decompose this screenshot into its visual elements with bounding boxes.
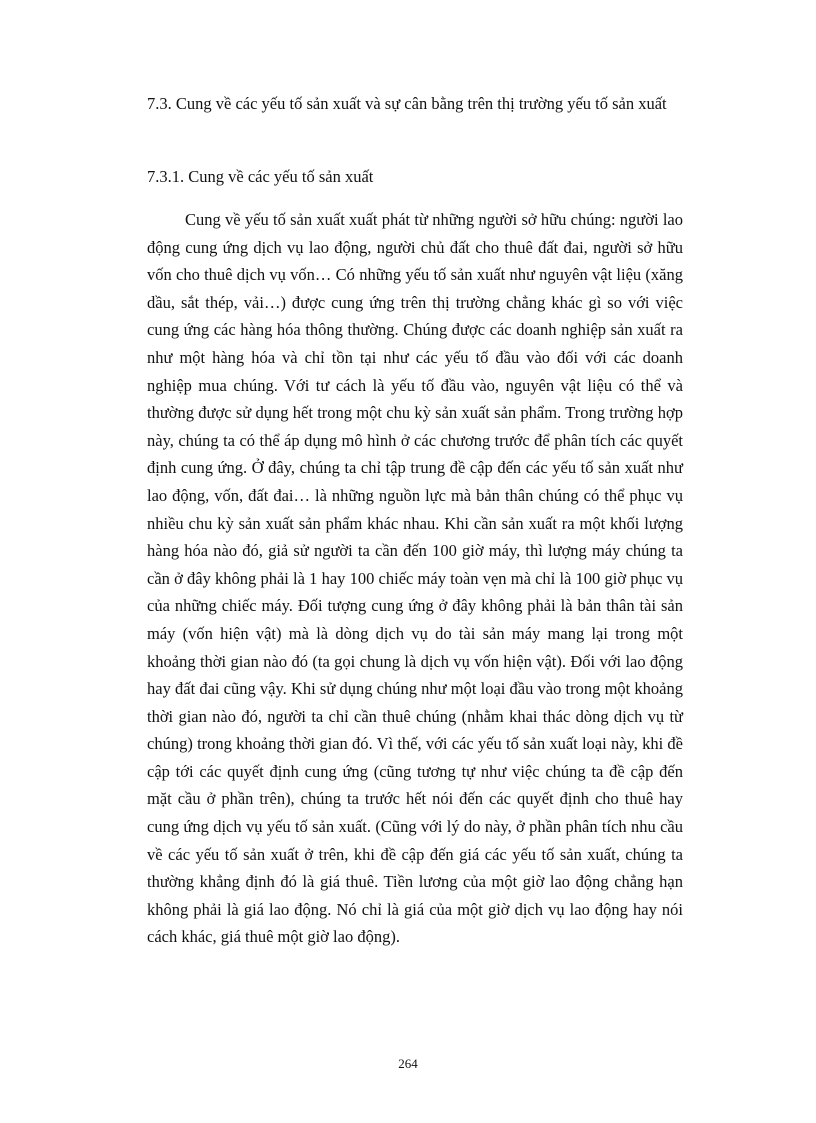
subsection-heading: 7.3.1. Cung về các yếu tố sản xuất — [147, 167, 374, 186]
section-heading: 7.3. Cung về các yếu tố sản xuất và sự cân bằng trên thị trường yếu tố sản xuất — [147, 94, 667, 113]
body-paragraph: Cung về yếu tố sản xuất xuất phát từ những người sở hữu chúng: người lao động cung ứng dịch vụ lao động, người chủ đất cho thuê đất đai, người sở hữu vốn cho thuê dịch vụ vốn… Có những yếu tố sản xuất như nguyên vật liệu (xăng dầu, sắt thép, vải…) được cung ứng trên thị trường chẳng khác gì so với việc cung ứng các hàng hóa thông thường. Chúng được các doanh nghiệp sản xuất ra như một hàng hóa và chỉ tồn tại như các yếu tố đầu vào đối với các doanh nghiệp mua chúng. Với tư cách là yếu tố đầu vào, nguyên vật liệu có thể và thường được sử dụng hết trong một chu kỳ sản xuất sản phẩm. Trong trường hợp này, chúng ta có thể áp dụng mô hình ở các chương trước để phân tích các quyết định cung ứng. Ở đây, chúng ta chỉ tập trung đề cập đến các yếu tố sản xuất như lao động, vốn, đất đai… là những nguồn lực mà bản thân chúng có thể phục vụ nhiều chu kỳ sản xuất sản phẩm khác nhau. Khi cần sản xuất ra một khối lượng hàng hóa nào đó, giả sử người ta cần đến 100 giờ máy, thì lượng máy chúng ta cần ở đây không phải là 1 hay 100 chiếc máy toàn vẹn mà chỉ là 100 giờ phục vụ của những chiếc máy. Đối tượng cung ứng ở đây không phải là bản thân tài sản máy (vốn hiện vật) mà là dòng dịch vụ do tài sản máy mang lại trong một khoảng thời gian nào đó (ta gọi chung là dịch vụ vốn hiện vật). Đối với lao động hay đất đai cũng vậy. Khi sử dụng chúng như một loại đầu vào trong một khoảng thời gian nào đó, người ta chỉ cần thuê chúng (nhằm khai thác dòng dịch vụ từ chúng) trong khoảng thời gian đó. Vì thế, với các yếu tố sản xuất loại này, khi đề cập tới các quyết định cung ứng (cũng tương tự như việc chúng ta đề cập đến mặt cầu ở phần trên), chúng ta trước hết nói đến các quyết định cho thuê hay cung ứng dịch vụ yếu tố sản xuất. (Cũng với lý do này, ở phần phân tích nhu cầu về các yếu tố sản xuất ở trên, khi đề cập đến giá các yếu tố sản xuất, chúng ta thường khẳng định đó là giá thuê. Tiền lương của một giờ lao động chẳng hạn không phải là giá lao động. Nó chỉ là giá của một giờ dịch vụ lao động hay nói cách khác, giá thuê một giờ lao động). — [147, 210, 683, 947]
page-number: 264 — [398, 1056, 418, 1071]
